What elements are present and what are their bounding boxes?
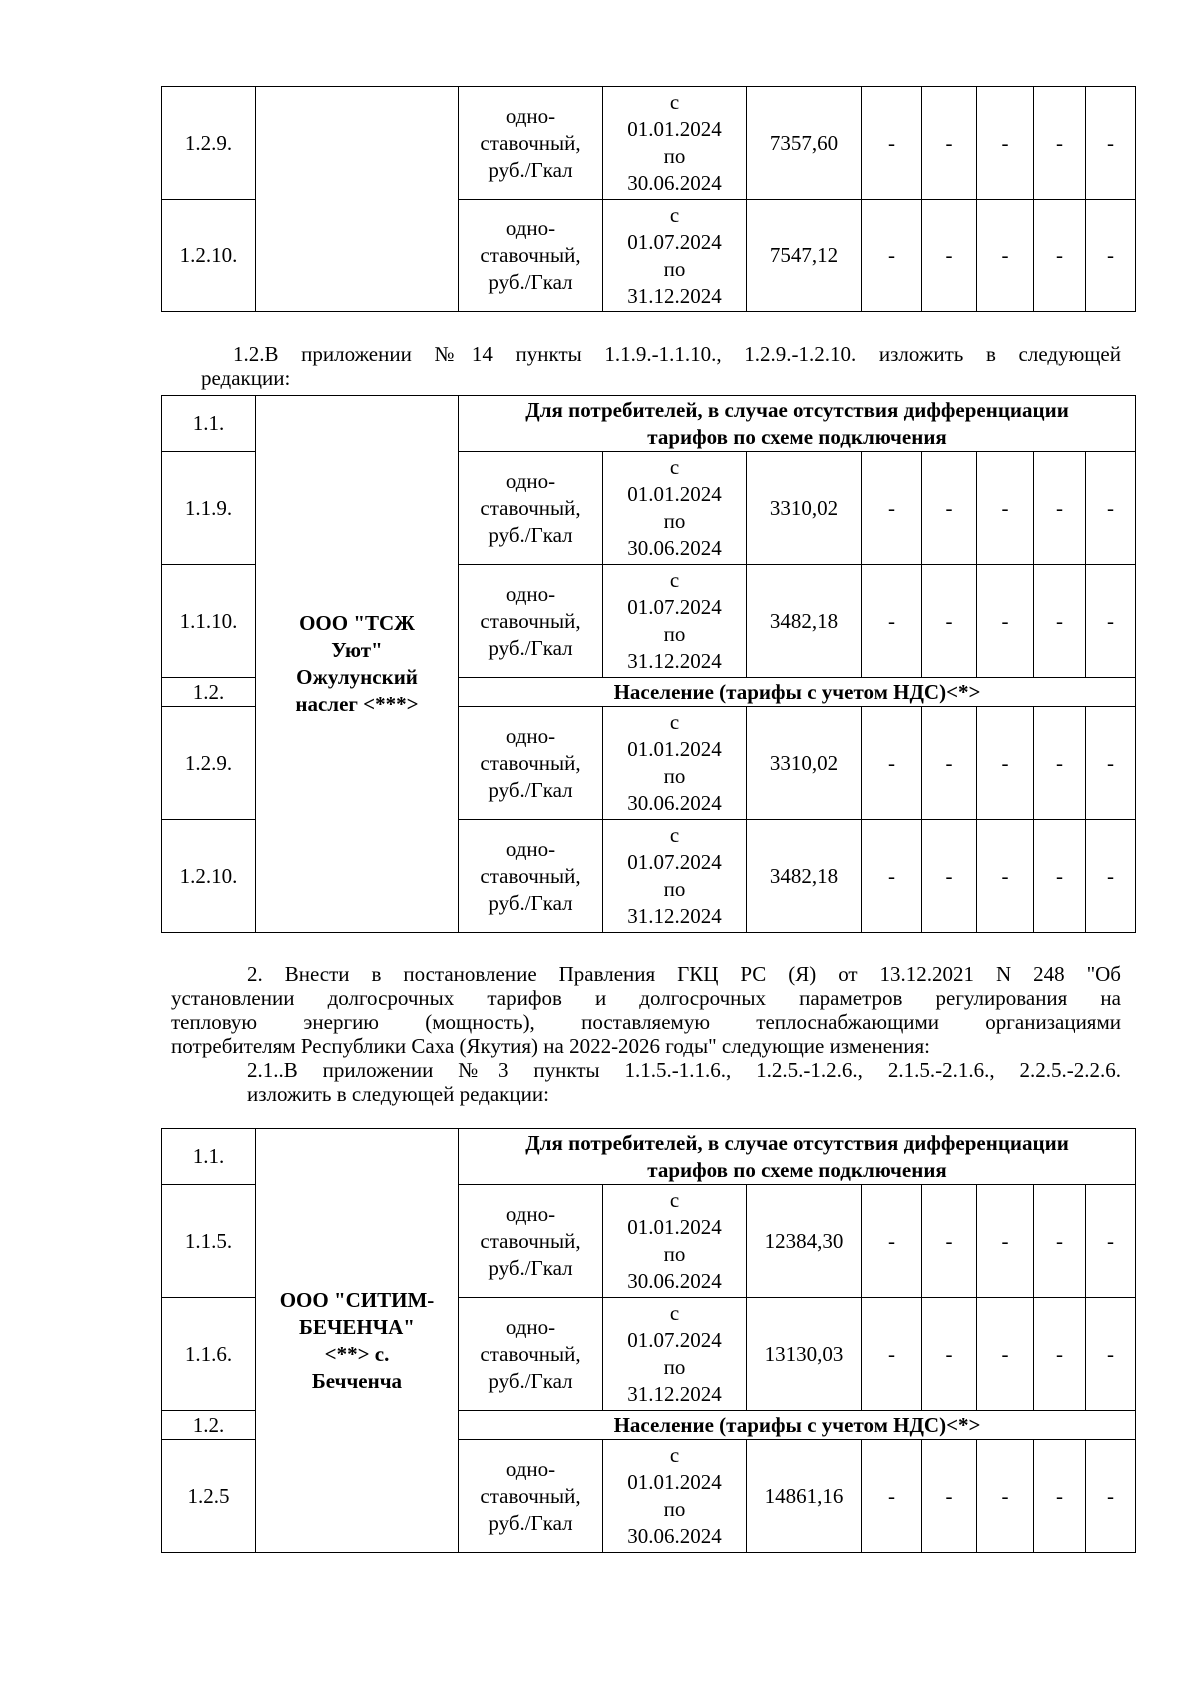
empty-value: - [1034, 820, 1086, 933]
row-number: 1.2.10. [162, 200, 256, 312]
row-number: 1.1. [162, 396, 256, 452]
paragraph-line: редакции: [201, 366, 291, 390]
empty-value: - [862, 707, 922, 820]
row-number: 1.1.6. [162, 1298, 256, 1411]
tariff-table-1 [161, 86, 1136, 312]
empty-value: - [862, 452, 922, 565]
paragraph-line: установлении долгосрочных тарифов и долгосрочных параметров регулирования на [171, 986, 1121, 1010]
empty-value: - [922, 565, 977, 678]
amendment-paragraph-1-cont [201, 366, 1121, 390]
amendment-paragraph-3 [247, 1058, 1121, 1106]
empty-value: - [977, 1298, 1034, 1411]
tariff-period: с 01.01.2024 по 30.06.2024 [603, 1185, 747, 1298]
tariff-period: с 01.01.2024 по 30.06.2024 [603, 452, 747, 565]
tariff-value: 3310,02 [747, 707, 862, 820]
tariff-type: одно- ставочный, руб./Гкал [459, 565, 603, 678]
empty-value: - [922, 1185, 977, 1298]
empty-value: - [1034, 200, 1086, 312]
empty-value: - [862, 1440, 922, 1553]
tariff-value: 3482,18 [747, 565, 862, 678]
paragraph-line: изложить в следующей редакции: [247, 1082, 549, 1106]
empty-value: - [1034, 1440, 1086, 1553]
empty-value: - [1086, 452, 1136, 565]
empty-value: - [922, 87, 977, 200]
empty-value: - [862, 565, 922, 678]
empty-value: - [977, 1440, 1034, 1553]
organization-name: ООО "СИТИМ- БЕЧЕНЧА" <**> с. Бечченча [256, 1129, 459, 1553]
row-number: 1.2. [162, 678, 256, 707]
tariff-value: 14861,16 [747, 1440, 862, 1553]
empty-value: - [922, 452, 977, 565]
tariff-type: одно- ставочный, руб./Гкал [459, 1298, 603, 1411]
empty-value: - [1086, 707, 1136, 820]
table-row [162, 87, 1136, 200]
tariff-table-3 [161, 1128, 1136, 1553]
row-number: 1.1. [162, 1129, 256, 1185]
tariff-period: с 01.01.2024 по 30.06.2024 [603, 1440, 747, 1553]
tariff-value: 13130,03 [747, 1298, 862, 1411]
tariff-type: одно- ставочный, руб./Гкал [459, 820, 603, 933]
tariff-type: одно- ставочный, руб./Гкал [459, 87, 603, 200]
tariff-period: с 01.01.2024 по 30.06.2024 [603, 707, 747, 820]
tariff-period: с 01.07.2024 по 31.12.2024 [603, 820, 747, 933]
empty-value: - [977, 707, 1034, 820]
empty-value: - [977, 452, 1034, 565]
amendment-paragraph-1 [201, 342, 1121, 366]
section-header: Население (тарифы с учетом НДС)<*> [459, 678, 1136, 707]
empty-value: - [922, 200, 977, 312]
tariff-period: с 01.07.2024 по 31.12.2024 [603, 565, 747, 678]
row-number: 1.2.5 [162, 1440, 256, 1553]
row-number: 1.1.10. [162, 565, 256, 678]
empty-value: - [1034, 707, 1086, 820]
organization-name: ООО "ТСЖ Уют" Ожулунский наслег <***> [256, 396, 459, 933]
tariff-value: 7547,12 [747, 200, 862, 312]
paragraph-line: 2. Внести в постановление Правления ГКЦ РС (Я) от 13.12.2021 N 248 "Об [247, 962, 1121, 986]
tariff-value: 12384,30 [747, 1185, 862, 1298]
empty-value: - [922, 707, 977, 820]
empty-value: - [1086, 820, 1136, 933]
empty-value: - [1086, 565, 1136, 678]
empty-value: - [977, 1185, 1034, 1298]
amendment-paragraph-2 [171, 962, 1121, 1058]
tariff-period: с 01.07.2024 по 31.12.2024 [603, 200, 747, 312]
empty-value: - [1034, 565, 1086, 678]
empty-value: - [977, 565, 1034, 678]
row-number: 1.1.9. [162, 452, 256, 565]
row-number: 1.1.5. [162, 1185, 256, 1298]
empty-value: - [1034, 87, 1086, 200]
tariff-value: 3310,02 [747, 452, 862, 565]
org-cell-empty [256, 87, 459, 312]
row-number: 1.2.10. [162, 820, 256, 933]
empty-value: - [1086, 1440, 1136, 1553]
section-header-row [162, 1129, 1136, 1185]
empty-value: - [977, 200, 1034, 312]
empty-value: - [862, 200, 922, 312]
section-header: Для потребителей, в случае отсутствия дифференциации тарифов по схеме подключения [459, 396, 1136, 452]
paragraph-line: тепловую энергию (мощность), поставляемую теплоснабжающими организациями [171, 1010, 1121, 1034]
paragraph-line: 2.1..В приложении №3 пункты 1.1.5.-1.1.6., 1.2.5.-1.2.6., 2.1.5.-2.1.6., 2.2.5.-2.2.6. [247, 1058, 1121, 1082]
row-number: 1.2.9. [162, 707, 256, 820]
tariff-type: одно- ставочный, руб./Гкал [459, 1440, 603, 1553]
tariff-type: одно- ставочный, руб./Гкал [459, 707, 603, 820]
empty-value: - [922, 1440, 977, 1553]
empty-value: - [862, 1298, 922, 1411]
empty-value: - [1034, 1185, 1086, 1298]
empty-value: - [1034, 1298, 1086, 1411]
empty-value: - [862, 1185, 922, 1298]
empty-value: - [977, 87, 1034, 200]
tariff-type: одно- ставочный, руб./Гкал [459, 200, 603, 312]
tariff-period: с 01.07.2024 по 31.12.2024 [603, 1298, 747, 1411]
tariff-period: с 01.01.2024 по 30.06.2024 [603, 87, 747, 200]
section-header-row [162, 396, 1136, 452]
paragraph-line: 1.2.В приложении №14 пункты 1.1.9.-1.1.10., 1.2.9.-1.2.10. изложить в следующей [233, 342, 1121, 366]
row-number: 1.2.9. [162, 87, 256, 200]
tariff-table-2 [161, 395, 1136, 933]
paragraph-line: потребителям Республики Саха (Якутия) на 2022-2026 годы" следующие изменения: [171, 1034, 930, 1058]
empty-value: - [1034, 452, 1086, 565]
empty-value: - [1086, 87, 1136, 200]
empty-value: - [862, 87, 922, 200]
empty-value: - [977, 820, 1034, 933]
empty-value: - [862, 820, 922, 933]
empty-value: - [922, 820, 977, 933]
tariff-type: одно- ставочный, руб./Гкал [459, 452, 603, 565]
section-header: Для потребителей, в случае отсутствия дифференциации тарифов по схеме подключения [459, 1129, 1136, 1185]
section-header: Население (тарифы с учетом НДС)<*> [459, 1411, 1136, 1440]
empty-value: - [1086, 200, 1136, 312]
empty-value: - [1086, 1298, 1136, 1411]
tariff-type: одно- ставочный, руб./Гкал [459, 1185, 603, 1298]
empty-value: - [922, 1298, 977, 1411]
empty-value: - [1086, 1185, 1136, 1298]
tariff-value: 3482,18 [747, 820, 862, 933]
row-number: 1.2. [162, 1411, 256, 1440]
tariff-value: 7357,60 [747, 87, 862, 200]
